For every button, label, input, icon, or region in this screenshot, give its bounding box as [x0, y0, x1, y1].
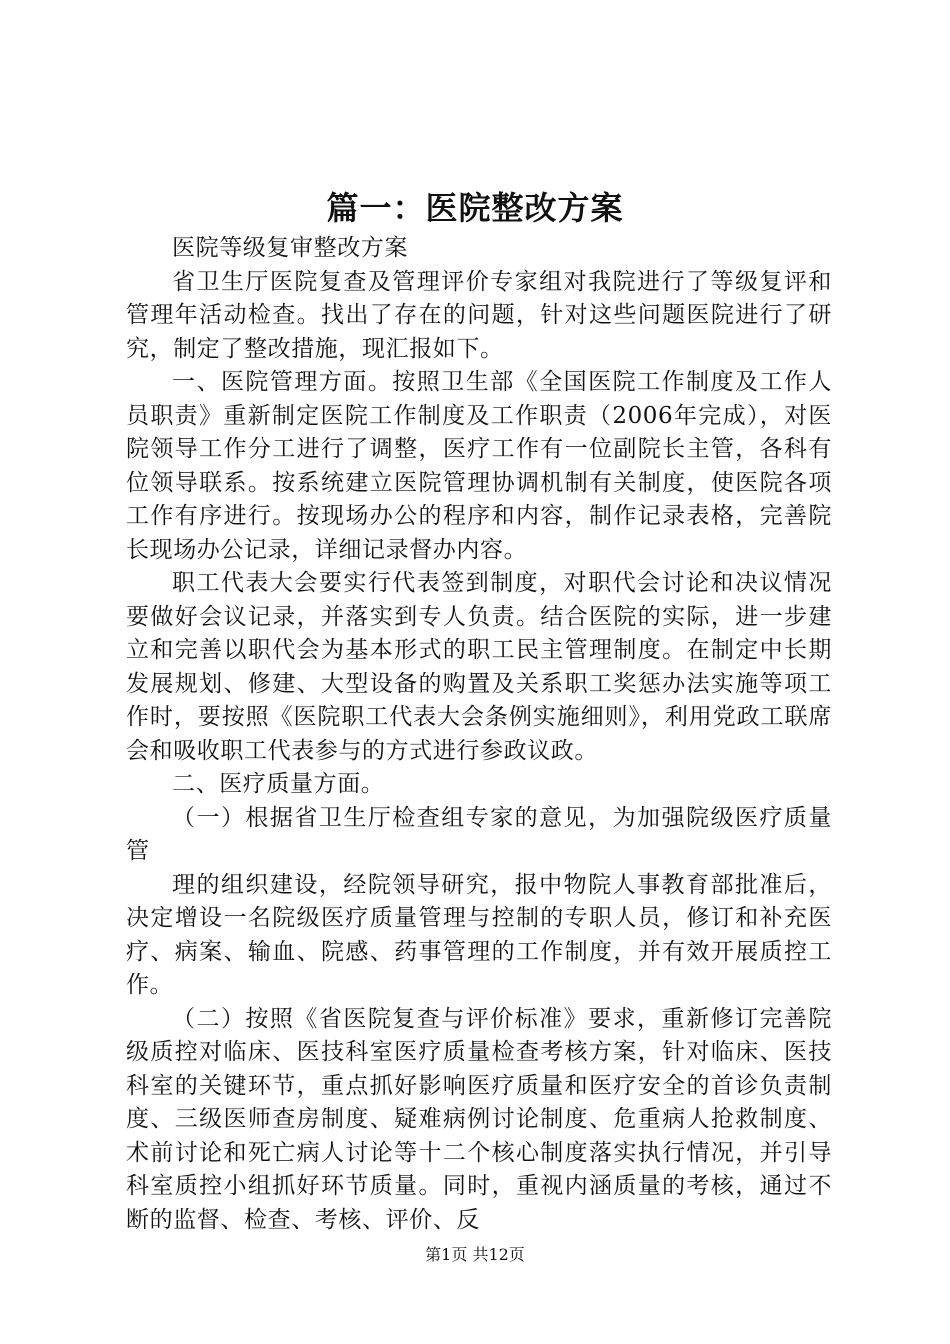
- paragraph-quality-heading: 二、医疗质量方面。: [172, 771, 385, 797]
- paragraph-quality-item-1-cont: 理的组织建设，经院领导研究，报中物院人事教育部批准后，决定增设一名院级医疗质量管理与控制的专职人员，修订和补充医疗、病案、输血、院感、药事管理的工作制度，并有效开展质控工作。: [126, 871, 832, 998]
- paragraph-quality-item-2: （二）按照《省医院复查与评价标准》要求，重新修订完善院级质控对临床、医技科室医疗质量检查考核方案，针对临床、医技科室的关键环节，重点抓好影响医疗质量和医疗安全的首诊负责制度、三级医师查房制度、疑难病例讨论制度、危重病人抢救制度、术前讨论和死亡病人讨论等十二个核心制度落实执行情况，并引导科室质控小组抓好环节质量。同时，重视内涵质量的考核，通过不断的监督、检查、考核、评价、反: [126, 1005, 832, 1233]
- paragraph-intro: 省卫生厅医院复查及管理评价专家组对我院进行了等级复评和管理年活动检查。找出了存在的问题，针对这些问题医院进行了研究，制定了整改措施，现汇报如下。: [126, 268, 832, 362]
- document-title: 篇一：医院整改方案: [326, 189, 624, 227]
- paragraph-management: 一、医院管理方面。按照卫生部《全国医院工作制度及工作人员职责》重新制定医院工作制度及工作职责（2006年完成），对医院领导工作分工进行了调整，医疗工作有一位副院长主管，各科有位领导联系。按系统建立医院管理协调机制有关制度，使医院各项工作有序进行。按现场办公的程序和内容，制作记录表格，完善院长现场办公记录，详细记录督办内容。: [126, 369, 832, 563]
- paragraph-subtitle: 医院等级复审整改方案: [172, 235, 408, 261]
- document-body: [126, 232, 832, 1237]
- paragraph-quality-item-1: （一）根据省卫生厅检查组专家的意见，为加强院级医疗质量管: [126, 804, 832, 864]
- page-number-footer: 第1页 共12页: [425, 1245, 525, 1264]
- paragraph-workers-congress: 职工代表大会要实行代表签到制度，对职代会讨论和决议情况要做好会议记录，并落实到专人负责。结合医院的实际，进一步建立和完善以职代会为基本形式的职工民主管理制度。在制定中长期发展规划、修建、大型设备的购置及关系职工奖惩办法实施等项工作时，要按照《医院职工代表大会条例实施细则》，利用党政工联席会和吸收职工代表参与的方式进行参政议政。: [126, 570, 832, 764]
